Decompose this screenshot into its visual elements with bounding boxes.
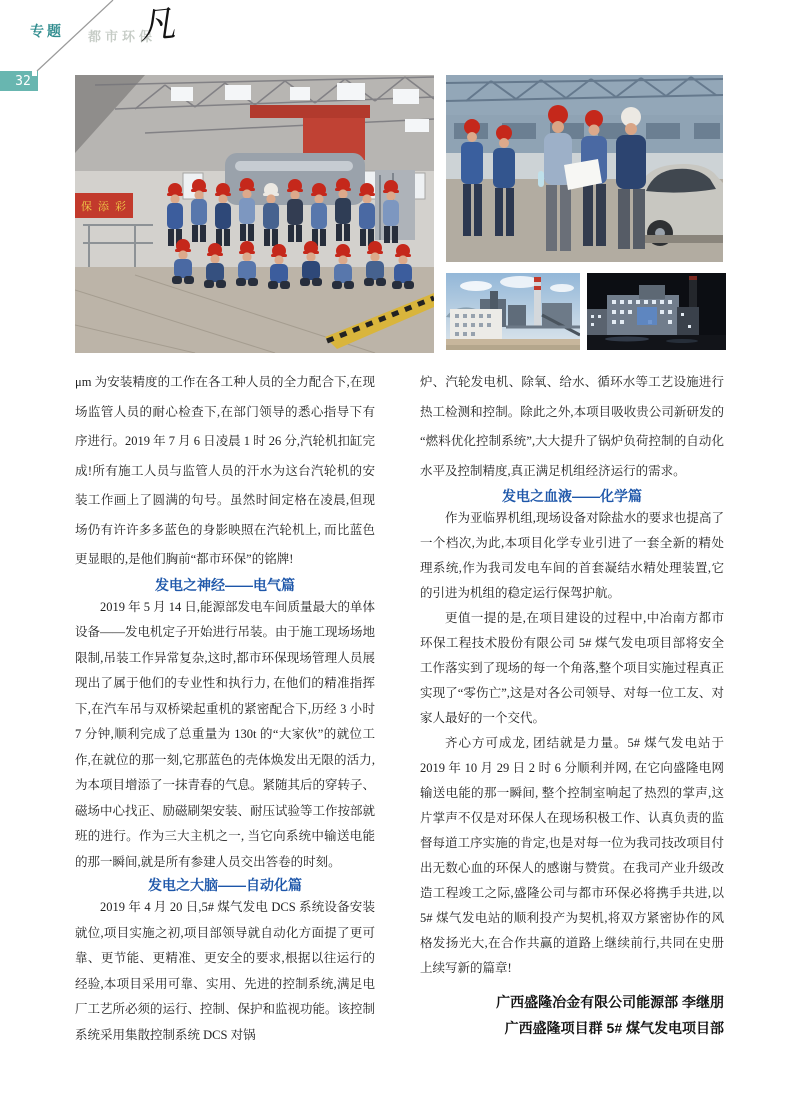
page-number-notch xyxy=(32,71,37,76)
brand-calligraphy-glyph: 凡 xyxy=(136,3,178,48)
svg-text:保添彩: 保添彩 xyxy=(81,201,132,213)
paragraph-unity: 齐心方可成龙, 团结就是力量。5# 煤气发电站于 2019 年 10 月 29 日 2 时 6 分顺利并网, 在它向盛隆电网输送电能的那一瞬间, 整个控制室响起了热烈的掌声,这片掌声不仅是对环保人在现场积极工作、认真负责的监督每道工序实施的肯定,也是对每一位为我司技改项目付出无数心血的环保人的感谢与赞赏。在我司产业升级改造工程竣工之际,盛隆公司与都市环保必将携手共进,以 5# 煤气发电站的顺利投产为契机,将双方紧密协作的风格发扬光大,在合作共赢的道路上继续前行,共同在史册上续写新的篇章! xyxy=(420,736,724,975)
left-column xyxy=(75,368,375,1048)
brand-watermark: 都市环保 xyxy=(88,29,157,44)
photo-power-plant-night xyxy=(587,273,726,350)
paragraph-automation-right: 炉、汽轮发电机、除氧、给水、循环水等工艺设施进行热工检测和控制。除此之外,本项目吸收贵公司新研发的“燃料优化控制系统”,大大提升了锅炉负荷控制的自动化水平及控制精度,真正满足机组经济运行的需求。 xyxy=(420,375,724,478)
topic-label: 专题 xyxy=(30,23,64,39)
right-column xyxy=(420,368,724,1041)
byline-author: 广西盛隆冶金有限公司能源部 李继朋 xyxy=(496,994,724,1010)
paragraph-electric: 2019 年 5 月 14 日,能源部发电车间质量最大的单体设备——发电机定子开始进行吊装。由于施工现场场地限制,吊装工作异常复杂,这时,都市环保现场管理人员展现出了属于他们的专业性和执行力, 在他们的精准指挥下,在汽车吊与双桥梁起重机的紧密配合下,历经 3 小时 7 分钟,顺利完成了总重量为 130t 的“大家伙”的就位工作,在就位的那一刻,它那蓝色的壳体焕发出无限的活力,为本项目增添了一抹青春的气息。紧随其后的穿转子、磁场中心找正、励磁刷架安装、耐压试验等工作按部就班的进行。作为三大主机之一, 当它向系统中输送电能的那一瞬间,就是所有参建人员交出答卷的时刻。 xyxy=(75,599,376,869)
paragraph-safety: 更值一提的是,在项目建设的过程中,中冶南方都市环保工程技术股份有限公司 5# 煤气发电项目部将安全工作落实到了现场的每一个角落,整个项目实施过程真正实现了“零伤亡”,这是对各公司领导、对每一位工友、对家人最好的一个交代。 xyxy=(420,611,724,725)
paragraph-automation-left: 2019 年 4 月 20 日,5# 煤气发电 DCS 系统设备安装就位,项目实施之初,项目部领导就自动化方面提了更可靠、更节能、更精准、更安全的要求,根据以往运行的经验,本项目采用可靠、实用、先进的控制系统,满足电厂工艺所必须的运行、控制、保护和监视功能。该控制系统采用集散控制系统 DCS 对锅 xyxy=(75,900,376,1042)
section-heading-chemistry: 发电之血液——化学篇 xyxy=(502,488,642,504)
page-number-badge: 32 xyxy=(0,71,38,91)
photo-group-workers-turbine-hall xyxy=(75,75,434,353)
byline-department: 广西盛隆项目群 5# 煤气发电项目部 xyxy=(504,1020,724,1036)
paragraph-chemistry: 作为亚临界机组,现场设备对除盐水的要求也提高了一个档次,为此,本项目化学专业引进了一套全新的精处理系统,作为我司发电车间的首套凝结水精处理装置,它的引进为机组的稳定运行保驾护航。 xyxy=(420,511,724,600)
photo-workers-discussion xyxy=(446,75,723,262)
bylines xyxy=(420,989,724,1041)
section-heading-electric: 发电之神经——电气篇 xyxy=(155,576,295,593)
photo-power-plant-day xyxy=(446,273,580,350)
paragraph-turbine-lead: μm 为安装精度的工作在各工种人员的全力配合下,在现场监管人员的耐心检查下,在部门领导的悉心指导下有序进行。2019 年 7 月 6 日凌晨 1 时 26 分,汽轮机扣缸完成!所有施工人员与监管人员的汗水为这台汽轮机的安装工作画上了圆满的句号。虽然时间定格在凌晨,但现场仍有许许多多蓝色的身影映照在汽轮机上, 而比蓝色更显眼的,是他们胸前“都市环保”的铭牌! xyxy=(75,375,376,566)
section-heading-automation: 发电之大脑——自动化篇 xyxy=(148,877,302,893)
